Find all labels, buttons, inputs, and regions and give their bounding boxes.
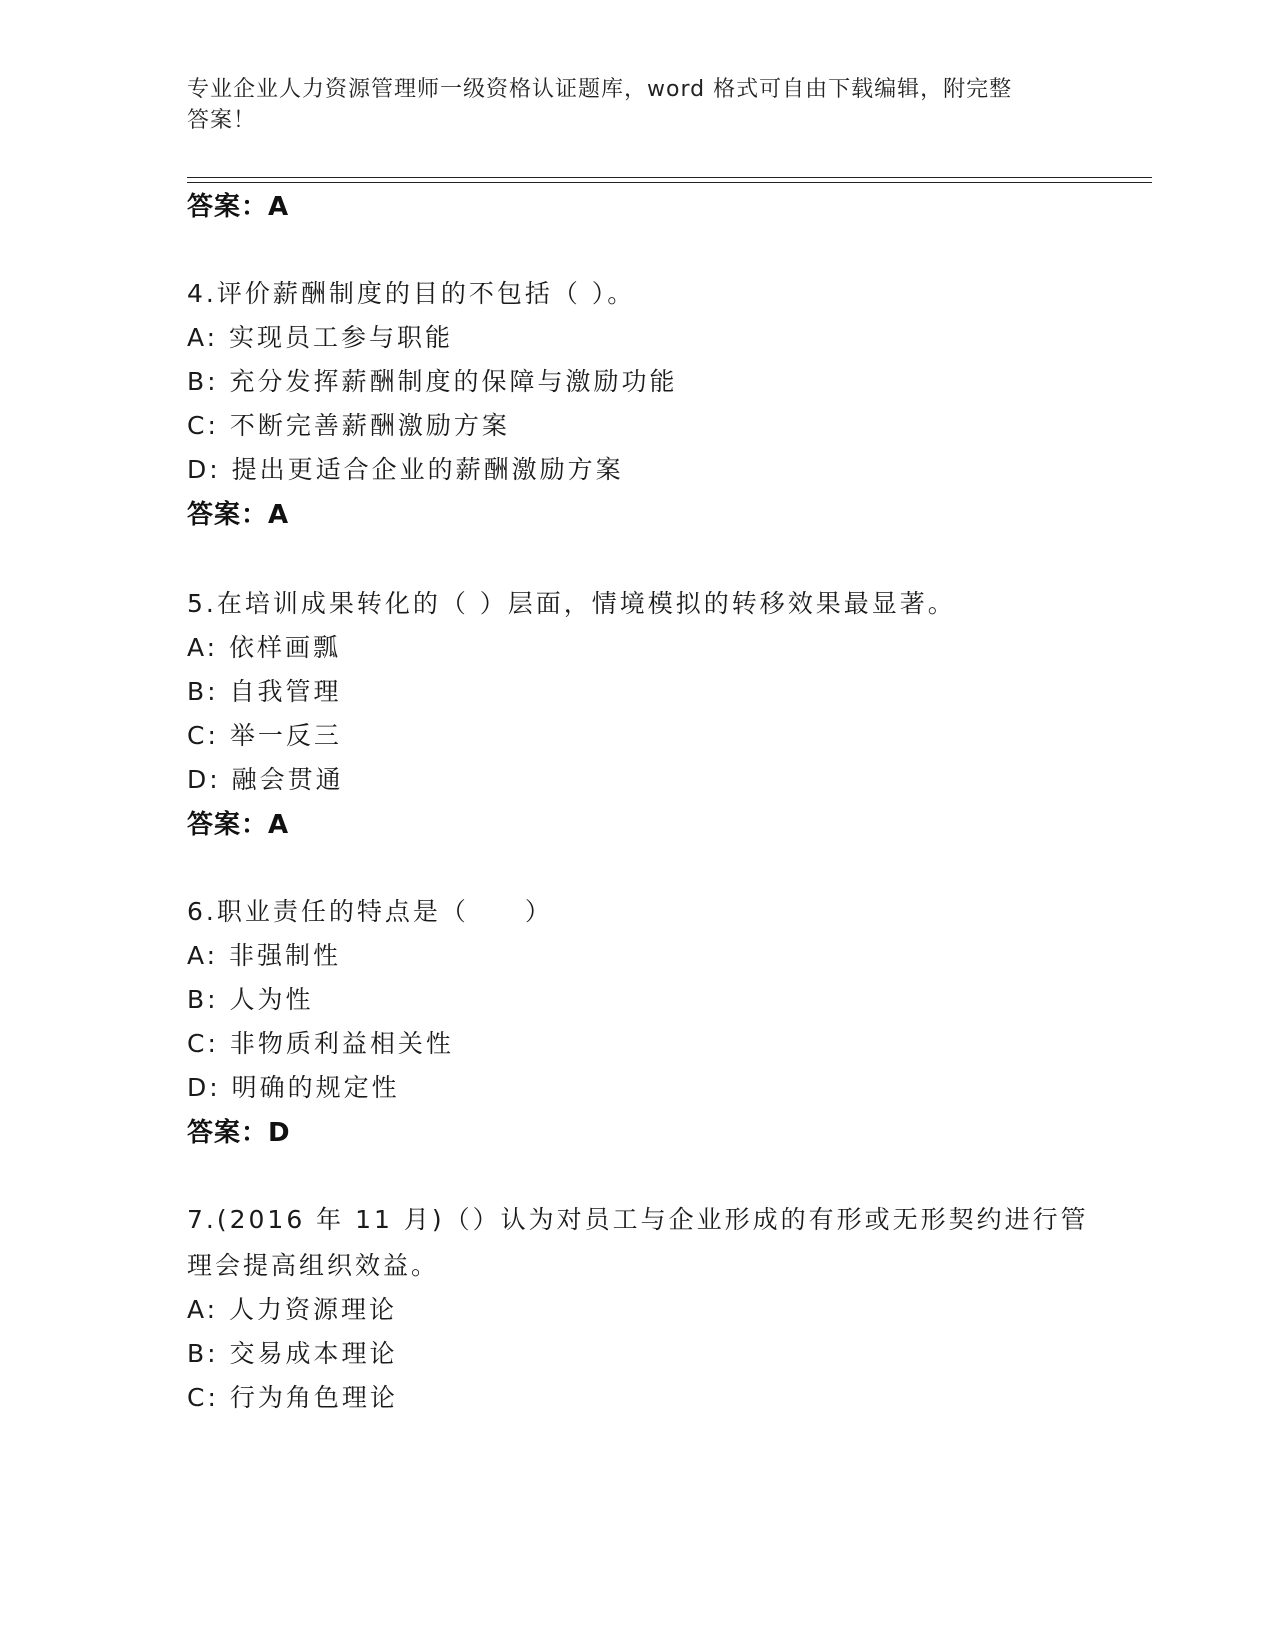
question-4-option-d: D: 提出更适合企业的薪酬激励方案 [187, 455, 624, 484]
header-intro-line-1: 专业企业人力资源管理师一级资格认证题库，word 格式可自由下载编辑，附完整 [187, 77, 1013, 102]
header-divider-secondary [187, 182, 1152, 183]
question-6-option-d: D: 明确的规定性 [187, 1073, 400, 1102]
header-intro-line-2: 答案！ [187, 108, 257, 133]
question-7-stem-line-1: 7.(2016 年 11 月)（）认为对员工与企业形成的有形或无形契约进行管 [187, 1205, 1089, 1234]
question-4-option-c: C: 不断完善薪酬激励方案 [187, 411, 510, 440]
question-7-stem-line-2: 理会提高组织效益。 [187, 1251, 440, 1280]
header-divider [187, 177, 1152, 178]
question-4-option-a: A: 实现员工参与职能 [187, 323, 454, 352]
answer-q5: 答案：A [187, 810, 290, 840]
question-6-stem: 6.职业责任的特点是（ ） [187, 897, 553, 926]
answer-q3: 答案：A [187, 192, 290, 222]
question-5-option-c: C: 举一反三 [187, 721, 342, 750]
question-5-option-b: B: 自我管理 [187, 677, 342, 706]
answer-q6: 答案：D [187, 1118, 291, 1148]
question-7-option-a: A: 人力资源理论 [187, 1295, 398, 1324]
question-5-stem: 5.在培训成果转化的（ ）层面，情境模拟的转移效果最显著。 [187, 589, 956, 618]
question-6-option-c: C: 非物质利益相关性 [187, 1029, 454, 1058]
question-5-option-d: D: 融会贯通 [187, 765, 344, 794]
document-header [187, 74, 1067, 136]
question-5-option-a: A: 依样画瓢 [187, 633, 342, 662]
question-6-option-b: B: 人为性 [187, 985, 314, 1014]
question-4-stem: 4.评价薪酬制度的目的不包括（ ）。 [187, 279, 636, 308]
question-7-option-c: C: 行为角色理论 [187, 1383, 398, 1412]
question-4-option-b: B: 充分发挥薪酬制度的保障与激励功能 [187, 367, 678, 396]
question-6-option-a: A: 非强制性 [187, 941, 342, 970]
answer-q4: 答案：A [187, 500, 290, 530]
question-7-option-b: B: 交易成本理论 [187, 1339, 398, 1368]
